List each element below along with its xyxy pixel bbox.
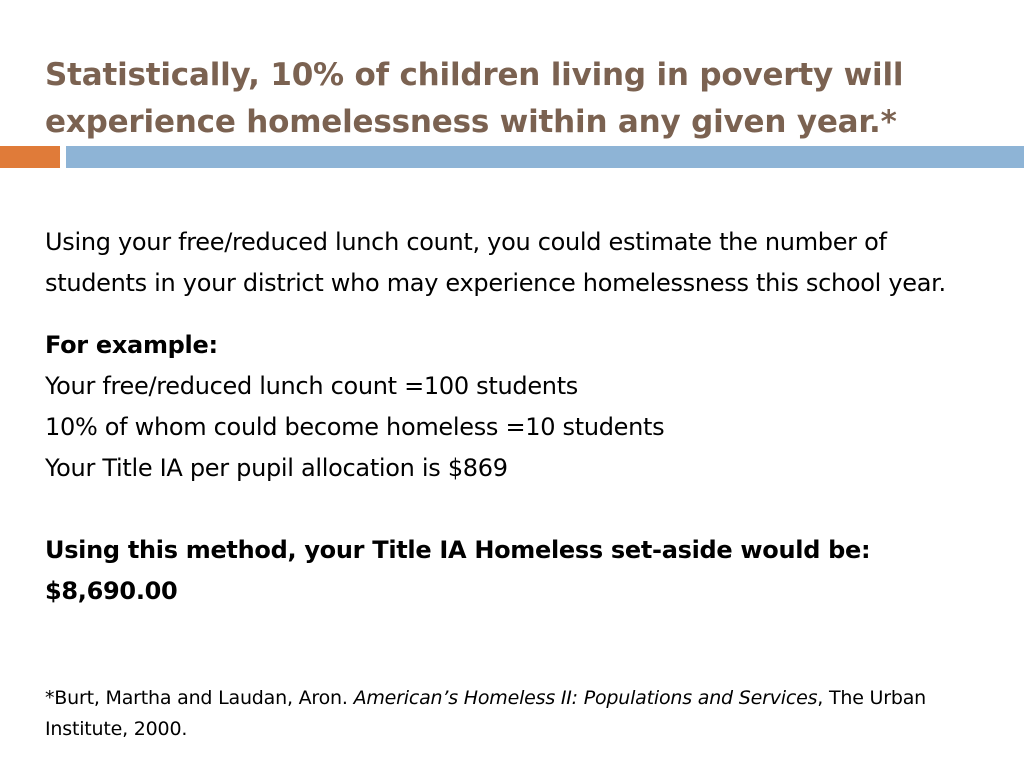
citation [45, 683, 985, 745]
example-heading: For example: [45, 331, 218, 359]
example-line-allocation: Your Title IA per pupil allocation is $869 [45, 454, 508, 482]
accent-bar-orange [0, 146, 60, 168]
example-line-lunch-count: Your free/reduced lunch count =100 students [45, 372, 579, 400]
result-label: Using this method, your Title IA Homeless set-aside would be: [45, 536, 871, 564]
slide-title: Statistically, 10% of children living in poverty will experience homelessness within any given year.* [45, 57, 904, 140]
example-line-homeless-estimate: 10% of whom could become homeless =10 students [45, 413, 665, 441]
citation-publisher: , The Urban Institute, 2000. [45, 687, 926, 740]
intro-paragraph: Using your free/reduced lunch count, you could estimate the number of students in your district who may experience homelessness this school year. [45, 228, 946, 297]
spacer [45, 489, 985, 530]
result-value: $8,690.00 [45, 577, 178, 605]
accent-bar-blue [66, 146, 1024, 168]
citation-work-title: American’s Homeless II: Populations and Services [353, 687, 818, 709]
slide-body [45, 222, 985, 612]
citation-authors: *Burt, Martha and Laudan, Aron. [45, 687, 348, 709]
